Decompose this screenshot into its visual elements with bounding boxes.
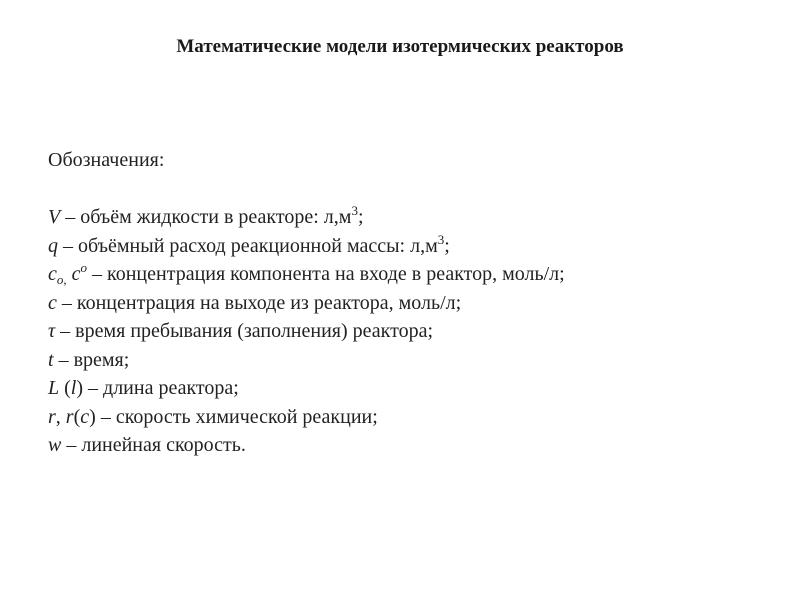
notation-item-inlet-concentration: [48, 260, 768, 289]
notation-item-linear-velocity: [48, 431, 768, 460]
symbol: c: [48, 263, 57, 285]
spacer: [48, 175, 768, 204]
notation-item-residence-time: [48, 317, 768, 346]
notation-item-outlet-concentration: [48, 289, 768, 318]
notation-list: [48, 146, 768, 460]
notation-item-reactor-length: [48, 374, 768, 403]
paren-open: (: [59, 377, 71, 399]
punctuation: ;: [357, 206, 364, 228]
symbol: c: [71, 263, 81, 285]
description: – объём жидкости в реакторе: л,м: [60, 206, 352, 228]
symbol: t: [48, 348, 54, 371]
description: – время пребывания (заполнения) реактора;: [55, 320, 434, 342]
symbol: l: [70, 377, 77, 399]
paren-open: (: [73, 405, 81, 428]
notation-item-flow-rate: [48, 232, 768, 261]
symbol: L: [48, 377, 60, 399]
symbol: q: [48, 234, 58, 257]
notation-item-time: [48, 346, 768, 375]
symbol: V: [48, 206, 61, 228]
description: ) – скорость химической реакции;: [89, 405, 378, 428]
description: – концентрация на выходе из реактора, моль/л;: [56, 291, 462, 314]
symbol: r: [65, 405, 74, 428]
symbol: c: [80, 405, 90, 428]
symbol: c: [48, 291, 57, 314]
slide-title: Математические модели изотермических реакторов: [176, 36, 624, 57]
superscript: 3: [351, 203, 358, 218]
punctuation: ;: [444, 234, 450, 257]
description: – линейная скорость.: [61, 434, 246, 456]
description: – время;: [53, 348, 130, 371]
superscript: 3: [437, 231, 445, 247]
notation-item-volume: [48, 203, 768, 232]
superscript: o: [80, 260, 88, 275]
symbol: r: [48, 405, 56, 428]
description: ) – длина реактора;: [76, 377, 239, 399]
subscript: o,: [56, 272, 67, 287]
separator: ,: [55, 405, 66, 428]
symbol: w: [48, 434, 62, 456]
description: – концентрация компонента на входе в реактор, моль/л;: [87, 263, 565, 285]
notation-item-reaction-rate: [48, 403, 768, 432]
description: – объёмный расход реакционной массы: л,м: [58, 234, 438, 257]
notation-heading: Обозначения:: [48, 149, 165, 171]
symbol: τ: [48, 320, 56, 342]
